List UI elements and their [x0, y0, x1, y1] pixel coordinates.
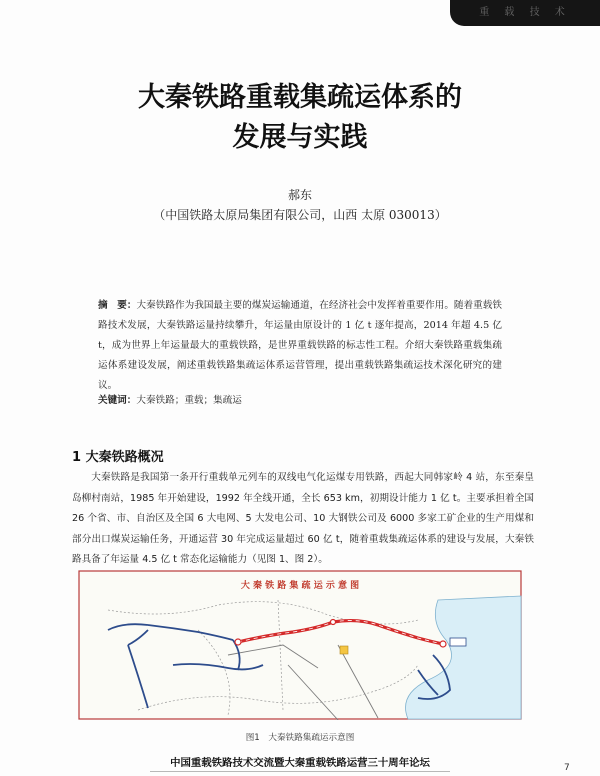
station-marker-west — [235, 639, 241, 645]
header-corner-band: 重 载 技 术 — [450, 0, 600, 26]
section-1-heading: 1 大秦铁路概况 — [72, 450, 164, 465]
abstract-text: 大秦铁路作为我国最主要的煤炭运输通道，在经济社会中发挥着重要作用。随着重载铁路技术发展，大秦铁路运量持续攀升，年运量由原设计的 1 亿 t 逐年提高，2014 年超 4.5 亿 t，成为世界上年运量最大的重载铁路，是世界重载铁路的标志性工程。介绍大秦铁路重载集疏运体系建设发展，阐述重载铁路集疏运体系运营管理，提出重载铁路集疏运技术深化研究的建议。 — [98, 300, 503, 391]
abstract-label: 摘 要： — [98, 300, 137, 311]
port-label-box — [450, 638, 466, 646]
keywords — [98, 392, 502, 406]
author-affiliation: （中国铁路太原局集团有限公司，山西 太原 030013） — [153, 208, 447, 222]
title-line-2: 发展与实践 — [232, 122, 368, 153]
article-title — [0, 78, 600, 158]
title-line-1: 大秦铁路重载集疏运体系的 — [138, 82, 462, 113]
keywords-text: 大秦铁路；重载；集疏运 — [136, 395, 242, 406]
abstract — [98, 296, 502, 396]
footer-rule — [150, 771, 450, 772]
city-marker — [340, 646, 348, 654]
section-1-paragraph: 大秦铁路是我国第一条开行重载单元列车的双线电气化运煤专用铁路，西起大同韩家岭 4 站，东至秦皇岛柳村南站，1985 年开始建设，1992 年全线开通，全长 653 km，初期设计能力 1 亿 t。主要承担着全国 26 个省、市、自治区及全国 6 大电网、5 大发电公司、10 大钢铁公司及 6000 多家工矿企业的生产用煤和部分出口煤炭运输任务，开通运营 30 年完成运量超过 60 亿 t，随着重载集疏运体系的建设与发展，大秦铁路具备了年运量 4.5 亿 t 常态化运输能力（见图 1、图 2）。 — [72, 472, 534, 565]
author-name: 郝东 — [287, 188, 312, 202]
station-marker-mid — [331, 620, 336, 625]
footer-conference-title: 中国重载铁路技术交流暨大秦重载铁路运营三十周年论坛 — [170, 757, 430, 769]
railway-map-figure — [78, 570, 522, 720]
figure-1-caption: 图1 大秦铁路集疏运示意图 — [245, 733, 355, 743]
station-marker-east — [440, 641, 446, 647]
page-number: 7 — [564, 763, 570, 773]
map-title: 大 秦 铁 路 集 疏 运 示 意 图 — [240, 581, 360, 591]
keywords-label: 关键词： — [98, 395, 137, 406]
